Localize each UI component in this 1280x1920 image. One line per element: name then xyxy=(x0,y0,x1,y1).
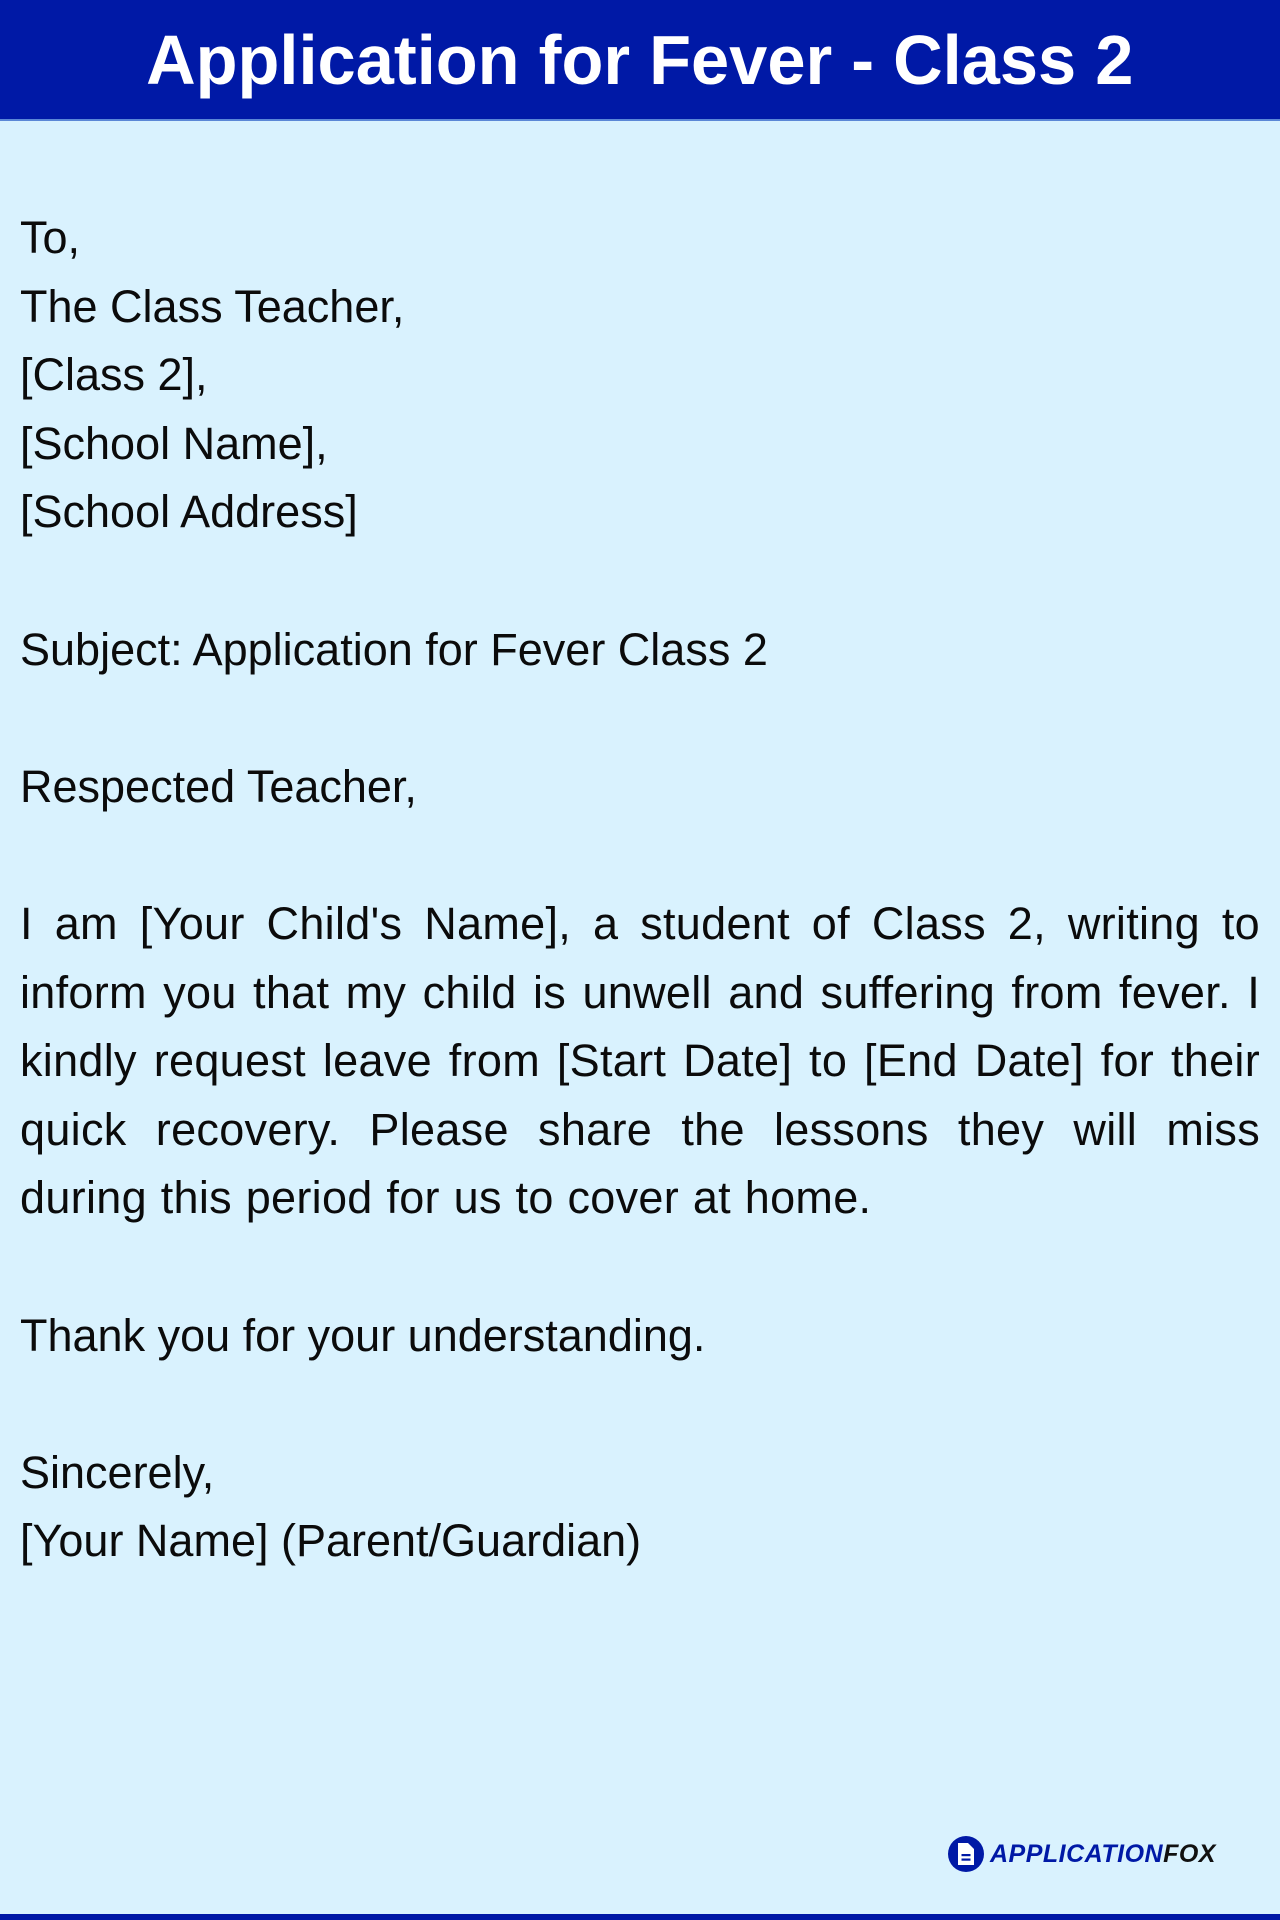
salutation: Respected Teacher, xyxy=(20,760,417,812)
bottom-border xyxy=(0,1914,1280,1920)
address-line-teacher: The Class Teacher, xyxy=(20,280,405,332)
body-paragraph: I am [Your Child's Name], a student of Class 2, writing to inform you that my child is unwell and suffering from fever. I kindly request leave from [Start Date] to [End Date] for their quick recovery. Please share the lessons they will miss during this period for us to cover at home. xyxy=(20,897,1260,1224)
closing: Sincerely, xyxy=(20,1446,215,1498)
spacer xyxy=(20,547,1260,616)
address-line-school-name: [School Name], xyxy=(20,417,328,469)
spacer xyxy=(20,684,1260,753)
document-icon xyxy=(948,1836,984,1872)
spacer xyxy=(20,1233,1260,1302)
signature: [Your Name] (Parent/Guardian) xyxy=(20,1515,642,1567)
address-line-to: To, xyxy=(20,212,81,263)
header-banner xyxy=(0,0,1280,121)
address-line-class: [Class 2], xyxy=(20,349,208,401)
page-title: Application for Fever - Class 2 xyxy=(146,20,1134,99)
spacer xyxy=(20,1370,1260,1439)
logo-wordmark: APPLICATIONFOX xyxy=(990,1839,1216,1868)
address-line-school-address: [School Address] xyxy=(20,486,358,538)
subject-line: Subject: Application for Fever Class 2 xyxy=(20,623,768,675)
spacer xyxy=(20,821,1260,890)
letter-body xyxy=(20,204,1260,1576)
applicationfox-logo xyxy=(948,1836,1216,1872)
thanks-line: Thank you for your understanding. xyxy=(20,1309,706,1361)
